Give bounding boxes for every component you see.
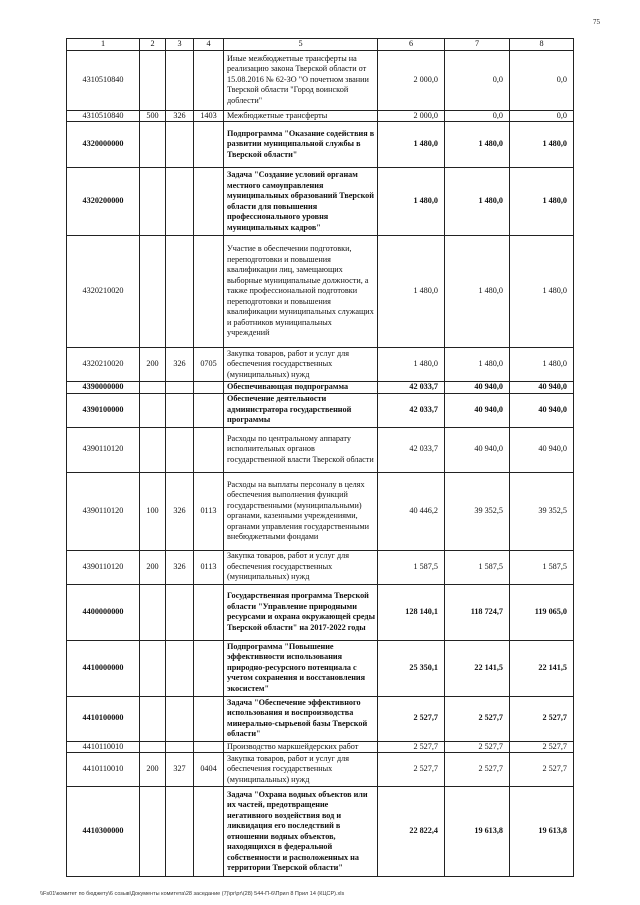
code-cell: 4320000000 bbox=[67, 122, 140, 168]
value-2018-cell: 2 527,7 bbox=[445, 753, 510, 787]
code-cell: 4390110120 bbox=[67, 472, 140, 550]
section-cell bbox=[194, 787, 224, 877]
ministry-cell bbox=[166, 50, 194, 110]
value-2017-cell: 1 480,0 bbox=[378, 348, 445, 382]
value-2019-cell: 1 587,5 bbox=[510, 550, 574, 584]
expense-type-cell bbox=[140, 787, 166, 877]
table-row bbox=[67, 393, 574, 427]
expense-type-cell bbox=[140, 696, 166, 741]
table-row bbox=[67, 427, 574, 472]
table-row bbox=[67, 741, 574, 753]
file-path-footer: \\Fs01\комитет по бюджету\6 созыв\Документы комитета\28 заседание (7)\pr\pr\(28) 544-П-6\Прил 8 Прил 14 (КЦСР).xls bbox=[40, 891, 345, 897]
value-2019-cell: 0,0 bbox=[510, 110, 574, 122]
section-cell bbox=[194, 427, 224, 472]
value-2019-cell: 1 480,0 bbox=[510, 236, 574, 348]
expense-type-cell bbox=[140, 427, 166, 472]
value-2017-cell: 42 033,7 bbox=[378, 393, 445, 427]
section-cell bbox=[194, 382, 224, 394]
value-2017-cell: 2 527,7 bbox=[378, 753, 445, 787]
expense-type-cell bbox=[140, 168, 166, 236]
ministry-cell bbox=[166, 696, 194, 741]
ministry-cell bbox=[166, 236, 194, 348]
table-row bbox=[67, 168, 574, 236]
table-row bbox=[67, 122, 574, 168]
expense-type-cell bbox=[140, 741, 166, 753]
header-col-8: 8 bbox=[510, 39, 574, 51]
code-cell: 4410100000 bbox=[67, 696, 140, 741]
value-2019-cell: 40 940,0 bbox=[510, 393, 574, 427]
table-row bbox=[67, 696, 574, 741]
expense-type-cell bbox=[140, 382, 166, 394]
expense-type-cell: 100 bbox=[140, 472, 166, 550]
value-2017-cell: 1 587,5 bbox=[378, 550, 445, 584]
table-row bbox=[67, 382, 574, 394]
expense-type-cell bbox=[140, 640, 166, 696]
section-cell: 0113 bbox=[194, 550, 224, 584]
value-2018-cell: 1 480,0 bbox=[445, 122, 510, 168]
header-col-5: 5 bbox=[224, 39, 378, 51]
value-2017-cell: 40 446,2 bbox=[378, 472, 445, 550]
section-cell bbox=[194, 236, 224, 348]
ministry-cell: 326 bbox=[166, 348, 194, 382]
ministry-cell bbox=[166, 640, 194, 696]
header-col-1: 1 bbox=[67, 39, 140, 51]
name-cell: Закупка товаров, работ и услуг для обеспечения государственных (муниципальных) нужд bbox=[224, 348, 378, 382]
value-2017-cell: 25 350,1 bbox=[378, 640, 445, 696]
section-cell: 1403 bbox=[194, 110, 224, 122]
budget-table bbox=[66, 38, 574, 877]
value-2019-cell: 19 613,8 bbox=[510, 787, 574, 877]
value-2017-cell: 42 033,7 bbox=[378, 382, 445, 394]
header-col-4: 4 bbox=[194, 39, 224, 51]
name-cell: Расходы по центральному аппарату исполнительных органов государственной власти Тверской области bbox=[224, 427, 378, 472]
value-2019-cell: 1 480,0 bbox=[510, 168, 574, 236]
value-2018-cell: 19 613,8 bbox=[445, 787, 510, 877]
expense-type-cell bbox=[140, 122, 166, 168]
table-row bbox=[67, 753, 574, 787]
table-row bbox=[67, 472, 574, 550]
value-2018-cell: 1 587,5 bbox=[445, 550, 510, 584]
value-2018-cell: 1 480,0 bbox=[445, 348, 510, 382]
table-row bbox=[67, 236, 574, 348]
header-col-7: 7 bbox=[445, 39, 510, 51]
table-row bbox=[67, 584, 574, 640]
code-cell: 4410300000 bbox=[67, 787, 140, 877]
value-2019-cell: 40 940,0 bbox=[510, 382, 574, 394]
ministry-cell bbox=[166, 427, 194, 472]
page-number: 75 bbox=[593, 18, 600, 26]
value-2019-cell: 2 527,7 bbox=[510, 753, 574, 787]
name-cell: Обеспечение деятельности администратора государственной программы bbox=[224, 393, 378, 427]
table-row bbox=[67, 787, 574, 877]
code-cell: 4320210020 bbox=[67, 348, 140, 382]
name-cell: Участие в обеспечении подготовки, переподготовки и повышения квалификации лиц, замещающих выборные муниципальные должности, а также профессиональной подготовки переподготовки и повышения квалификации муниципальных служащих и работников муниципальных учреждений bbox=[224, 236, 378, 348]
ministry-cell bbox=[166, 382, 194, 394]
code-cell: 4320210020 bbox=[67, 236, 140, 348]
section-cell: 0113 bbox=[194, 472, 224, 550]
value-2017-cell: 2 000,0 bbox=[378, 50, 445, 110]
value-2017-cell: 2 527,7 bbox=[378, 741, 445, 753]
code-cell: 4400000000 bbox=[67, 584, 140, 640]
code-cell: 4410110010 bbox=[67, 753, 140, 787]
value-2017-cell: 22 822,4 bbox=[378, 787, 445, 877]
code-cell: 4390100000 bbox=[67, 393, 140, 427]
code-cell: 4410000000 bbox=[67, 640, 140, 696]
expense-type-cell: 200 bbox=[140, 753, 166, 787]
value-2017-cell: 128 140,1 bbox=[378, 584, 445, 640]
value-2018-cell: 1 480,0 bbox=[445, 236, 510, 348]
code-cell: 4310510840 bbox=[67, 50, 140, 110]
value-2019-cell: 119 065,0 bbox=[510, 584, 574, 640]
ministry-cell bbox=[166, 584, 194, 640]
section-cell bbox=[194, 168, 224, 236]
value-2019-cell: 22 141,5 bbox=[510, 640, 574, 696]
code-cell: 4310510840 bbox=[67, 110, 140, 122]
expense-type-cell bbox=[140, 393, 166, 427]
value-2017-cell: 1 480,0 bbox=[378, 236, 445, 348]
ministry-cell bbox=[166, 122, 194, 168]
name-cell: Задача "Обеспечение эффективного использования и воспроизводства минерально-сырьевой базы Тверской области" bbox=[224, 696, 378, 741]
value-2019-cell: 1 480,0 bbox=[510, 122, 574, 168]
expense-type-cell bbox=[140, 584, 166, 640]
value-2019-cell: 39 352,5 bbox=[510, 472, 574, 550]
expense-type-cell: 200 bbox=[140, 550, 166, 584]
table-header-row bbox=[67, 39, 574, 51]
ministry-cell: 326 bbox=[166, 472, 194, 550]
section-cell bbox=[194, 696, 224, 741]
name-cell: Обеспечивающая подпрограмма bbox=[224, 382, 378, 394]
name-cell: Межбюджетные трансферты bbox=[224, 110, 378, 122]
ministry-cell bbox=[166, 168, 194, 236]
section-cell bbox=[194, 741, 224, 753]
name-cell: Расходы на выплаты персоналу в целях обеспечения выполнения функций государственными (муниципальными) органами, казенными учреждениями, органами управления государственными внебюджетными фондами bbox=[224, 472, 378, 550]
ministry-cell: 326 bbox=[166, 550, 194, 584]
value-2019-cell: 2 527,7 bbox=[510, 696, 574, 741]
section-cell: 0705 bbox=[194, 348, 224, 382]
name-cell: Иные межбюджетные трансферты на реализацию закона Тверской области от 15.08.2016 № 62-ЗО "О почетном звании Тверской области "Город воинской доблести" bbox=[224, 50, 378, 110]
value-2017-cell: 2 527,7 bbox=[378, 696, 445, 741]
value-2019-cell: 2 527,7 bbox=[510, 741, 574, 753]
table-row bbox=[67, 550, 574, 584]
header-col-3: 3 bbox=[166, 39, 194, 51]
name-cell: Государственная программа Тверской области "Управление природными ресурсами и охрана окружающей среды Тверской области" на 2017-2022 годы bbox=[224, 584, 378, 640]
value-2018-cell: 39 352,5 bbox=[445, 472, 510, 550]
section-cell bbox=[194, 584, 224, 640]
value-2019-cell: 40 940,0 bbox=[510, 427, 574, 472]
ministry-cell: 327 bbox=[166, 753, 194, 787]
header-col-6: 6 bbox=[378, 39, 445, 51]
value-2019-cell: 1 480,0 bbox=[510, 348, 574, 382]
expense-type-cell: 500 bbox=[140, 110, 166, 122]
value-2018-cell: 2 527,7 bbox=[445, 741, 510, 753]
value-2017-cell: 42 033,7 bbox=[378, 427, 445, 472]
table-row bbox=[67, 50, 574, 110]
value-2018-cell: 0,0 bbox=[445, 110, 510, 122]
ministry-cell bbox=[166, 787, 194, 877]
code-cell: 4410110010 bbox=[67, 741, 140, 753]
value-2018-cell: 0,0 bbox=[445, 50, 510, 110]
name-cell: Подпрограмма "Повышение эффективности использования природно-ресурсного потенциала с учетом сохранения и восстановления экосистем" bbox=[224, 640, 378, 696]
name-cell: Подпрограмма "Оказание содействия в развитии муниципальной службы в Тверской области" bbox=[224, 122, 378, 168]
budget-table-container bbox=[66, 38, 573, 877]
expense-type-cell bbox=[140, 50, 166, 110]
ministry-cell bbox=[166, 393, 194, 427]
name-cell: Закупка товаров, работ и услуг для обеспечения государственных (муниципальных) нужд bbox=[224, 550, 378, 584]
section-cell bbox=[194, 122, 224, 168]
value-2018-cell: 40 940,0 bbox=[445, 427, 510, 472]
value-2019-cell: 0,0 bbox=[510, 50, 574, 110]
value-2017-cell: 1 480,0 bbox=[378, 122, 445, 168]
code-cell: 4390110120 bbox=[67, 427, 140, 472]
expense-type-cell bbox=[140, 236, 166, 348]
table-row bbox=[67, 348, 574, 382]
code-cell: 4390000000 bbox=[67, 382, 140, 394]
table-body bbox=[67, 50, 574, 877]
section-cell bbox=[194, 50, 224, 110]
code-cell: 4320200000 bbox=[67, 168, 140, 236]
value-2018-cell: 2 527,7 bbox=[445, 696, 510, 741]
value-2017-cell: 2 000,0 bbox=[378, 110, 445, 122]
name-cell: Производство маркшейдерских работ bbox=[224, 741, 378, 753]
header-col-2: 2 bbox=[140, 39, 166, 51]
value-2018-cell: 40 940,0 bbox=[445, 382, 510, 394]
expense-type-cell: 200 bbox=[140, 348, 166, 382]
value-2018-cell: 22 141,5 bbox=[445, 640, 510, 696]
code-cell: 4390110120 bbox=[67, 550, 140, 584]
value-2018-cell: 40 940,0 bbox=[445, 393, 510, 427]
section-cell bbox=[194, 393, 224, 427]
ministry-cell: 326 bbox=[166, 110, 194, 122]
value-2018-cell: 1 480,0 bbox=[445, 168, 510, 236]
name-cell: Задача "Охрана водных объектов или их частей, предотвращение негативного воздействия вод и ликвидация его последствий в отношении водных объектов, находящихся в федеральной собственности и расположенных на территории Тверской области" bbox=[224, 787, 378, 877]
ministry-cell bbox=[166, 741, 194, 753]
value-2018-cell: 118 724,7 bbox=[445, 584, 510, 640]
table-row bbox=[67, 640, 574, 696]
name-cell: Закупка товаров, работ и услуг для обеспечения государственных (муниципальных) нужд bbox=[224, 753, 378, 787]
table-row bbox=[67, 110, 574, 122]
section-cell: 0404 bbox=[194, 753, 224, 787]
name-cell: Задача "Создание условий органам местного самоуправления муниципальных образований Тверской области для повышения профессионального уровня муниципальных кадров" bbox=[224, 168, 378, 236]
section-cell bbox=[194, 640, 224, 696]
value-2017-cell: 1 480,0 bbox=[378, 168, 445, 236]
